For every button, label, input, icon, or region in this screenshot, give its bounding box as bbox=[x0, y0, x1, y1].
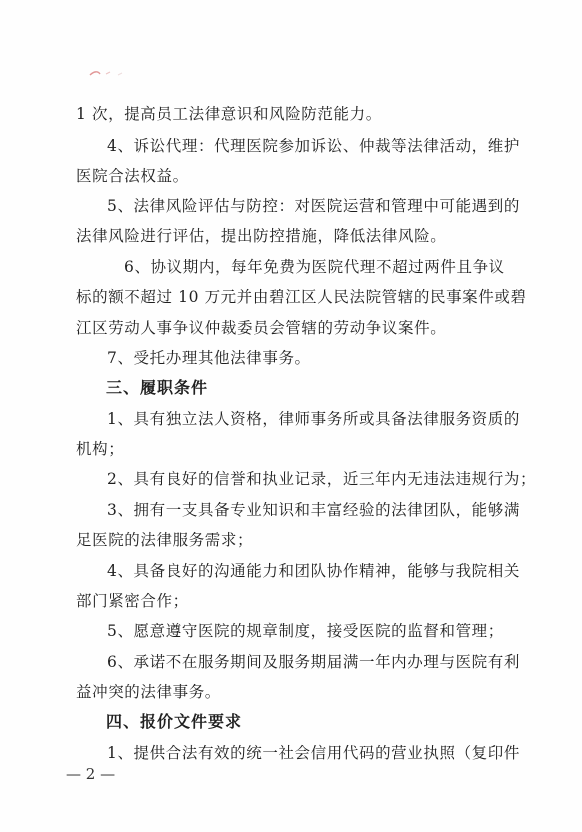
body-line: 1、提供合法有效的统一社会信用代码的营业执照（复印件 bbox=[107, 744, 520, 762]
body-line: 1 次，提高员工法律意识和风险防范能力。 bbox=[76, 105, 382, 123]
section-heading-quotation-requirements: 四、报价文件要求 bbox=[106, 712, 243, 731]
body-line: 4、诉讼代理：代理医院参加诉讼、仲裁等法律活动，维护 bbox=[107, 137, 520, 155]
body-line: 6、协议期内，每年免费为医院代理不超过两件且争议 bbox=[124, 258, 505, 276]
page-number: — 2 — bbox=[66, 765, 116, 783]
body-line: 6、承诺不在服务期间及服务期届满一年内办理与医院有利 bbox=[107, 653, 520, 671]
body-line: 机构； bbox=[76, 440, 125, 458]
body-line: 法律风险进行评估，提出防控措施，降低法律风险。 bbox=[76, 227, 447, 245]
section-heading-duty-conditions: 三、履职条件 bbox=[106, 378, 209, 397]
body-line: 5、法律风险评估与防控：对医院运营和管理中可能遇到的 bbox=[107, 197, 520, 215]
body-line: 江区劳动人事争议仲裁委员会管辖的劳动争议案件。 bbox=[76, 319, 447, 337]
body-line: 足医院的法律服务需求； bbox=[76, 531, 254, 549]
body-line: 5、愿意遵守医院的规章制度，接受医院的监督和管理； bbox=[107, 622, 504, 640]
body-line: 益冲突的法律事务。 bbox=[76, 683, 221, 701]
body-line: 部门紧密合作； bbox=[76, 592, 189, 610]
body-line: 标的额不超过 10 万元并由碧江区人民法院管辖的民事案件或碧 bbox=[76, 288, 527, 306]
body-line: 医院合法权益。 bbox=[76, 167, 189, 185]
body-line: 3、拥有一支具备专业知识和丰富经验的法律团队，能够满 bbox=[107, 501, 520, 519]
body-line: 2、具有良好的信誉和执业记录，近三年内无违法违规行为； bbox=[107, 470, 537, 488]
body-line: 1、具有独立法人资格，律师事务所或具备法律服务资质的 bbox=[107, 410, 520, 428]
stamp-trace-icon bbox=[88, 66, 148, 80]
body-line: 4、具备良好的沟通能力和团队协作精神，能够与我院相关 bbox=[107, 562, 520, 580]
body-line: 7、受托办理其他法律事务。 bbox=[107, 349, 311, 367]
